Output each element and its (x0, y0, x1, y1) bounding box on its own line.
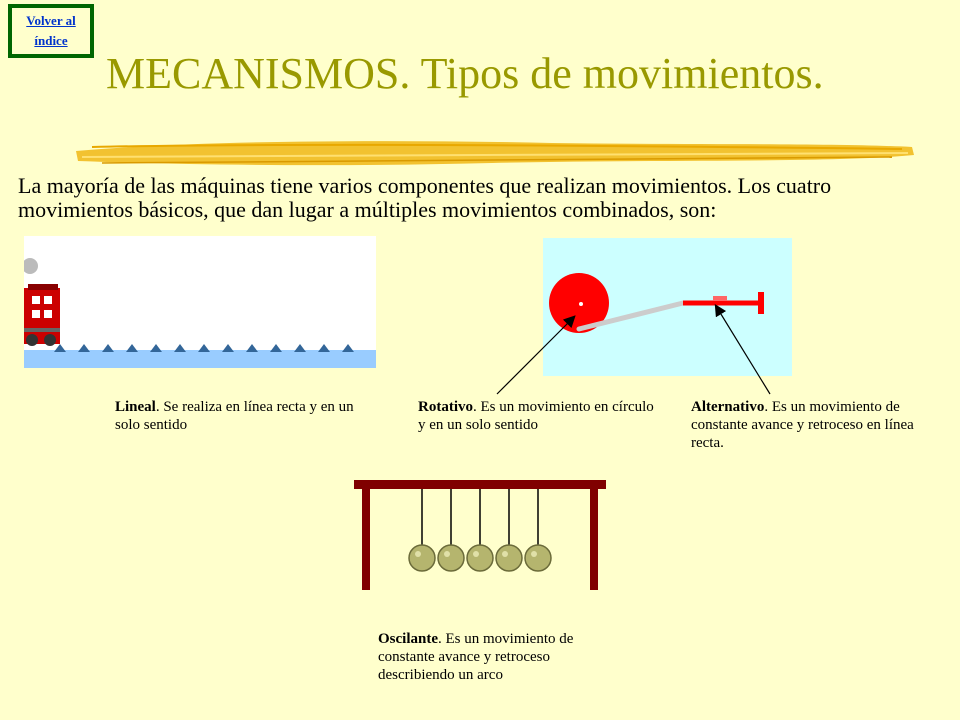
caption-rotary-text: . Es un movimiento en círculo y en un solo sentido (418, 399, 654, 433)
caption-alternating (691, 398, 941, 452)
intro-paragraph: La mayoría de las máquinas tiene varios componentes que realizan movimientos. Los cuatro movimientos básicos, que dan lugar a múltiples movimientos combinados, son: (18, 173, 832, 222)
caption-oscillating-term: Oscilante (378, 631, 438, 647)
caption-rotary (418, 398, 658, 434)
linear-movement-panel (24, 236, 376, 368)
caption-alternating-text: . Es un movimiento de constante avance y retroceso en línea recta. (691, 399, 914, 451)
back-to-index-box (8, 4, 94, 58)
caption-rotary-term: Rotativo (418, 399, 473, 415)
caption-linear (115, 398, 355, 434)
page-title: MECANISMOS. Tipos de movimientos. (106, 49, 824, 98)
newtons-cradle-icon (352, 476, 608, 592)
train-on-rails-icon (24, 236, 376, 368)
caption-linear-text: . Se realiza en línea recta y en un solo sentido (115, 399, 354, 433)
wheel-crank-icon (543, 238, 792, 376)
rotary-movement-panel (543, 238, 792, 376)
caption-oscillating-text: . Es un movimiento de constante avance y retroceso describiendo un arco (378, 631, 574, 683)
caption-alternating-term: Alternativo (691, 399, 765, 415)
caption-linear-term: Lineal (115, 399, 156, 415)
caption-oscillating (378, 630, 628, 684)
brush-stroke-divider (72, 133, 916, 173)
back-to-index-link[interactable]: Volver al índice (26, 13, 76, 48)
